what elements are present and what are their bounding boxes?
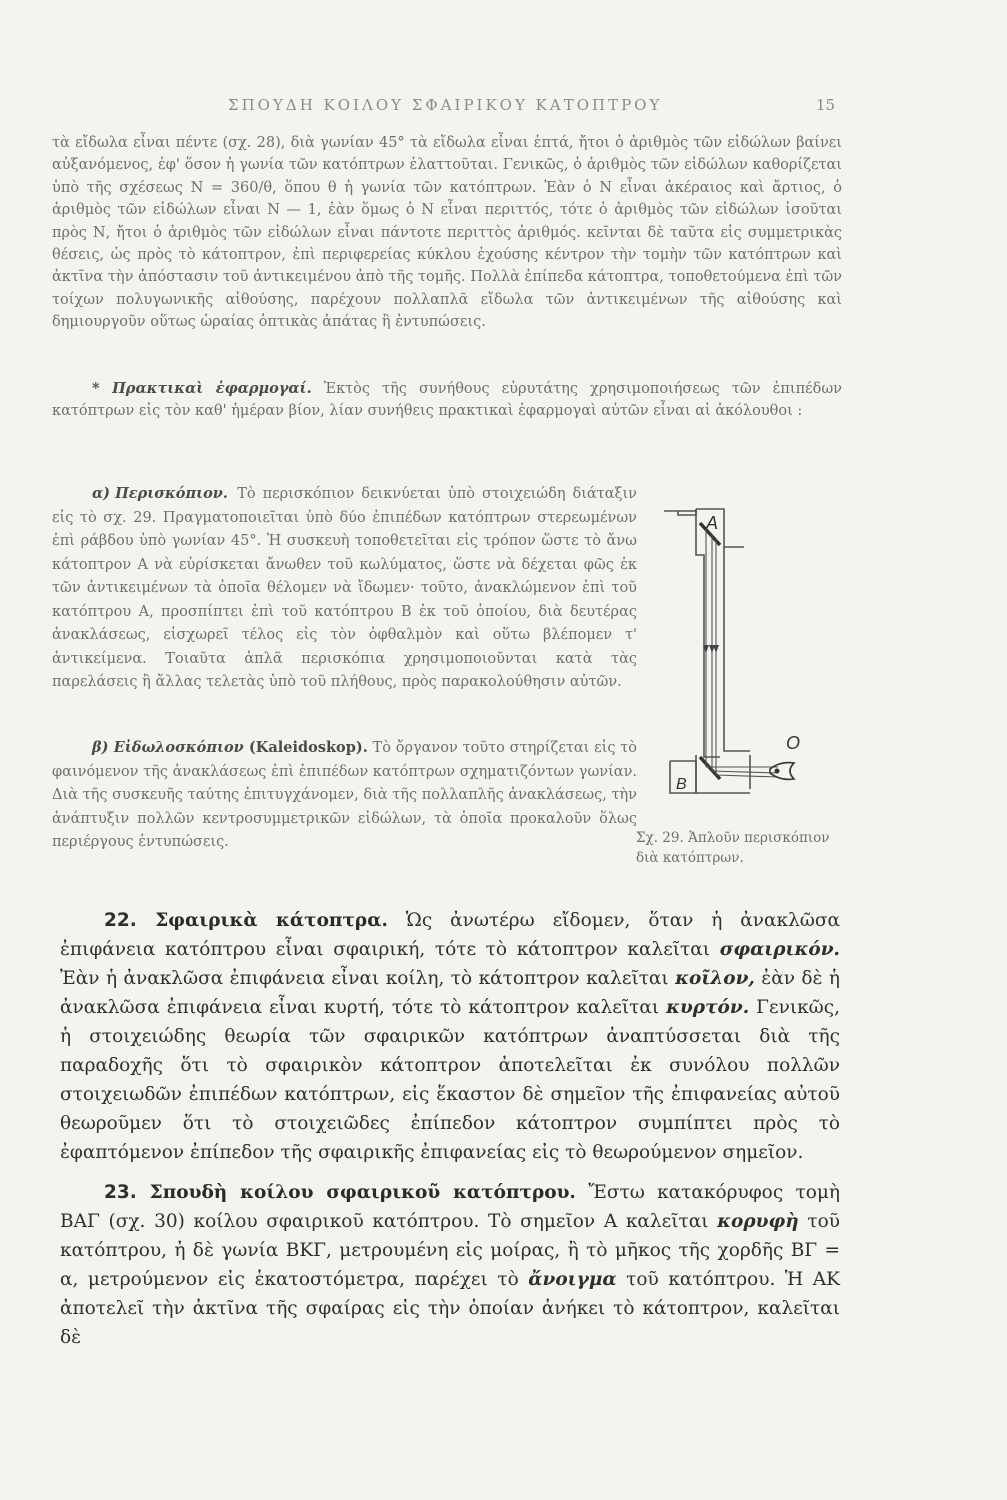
section-22-title: Σφαιρικὰ κάτοπτρα. [136,910,388,931]
section-22 [60,906,840,1167]
tube-eyepiece-top [724,705,750,751]
kaleidoscope-text: Τὸ ὄργανον τοῦτο στηρίζεται εἰς τὸ φαινόμενον τῆς ἀνακλάσεως ἐπὶ ἐπιπέδων κατόπτρων σχηματιζόντων γωνίαν. Διὰ τῆς συσκευῆς ταύτης ἐπιτυγχάνομεν, διὰ τῆς πολλαπλῆς ἀνακλάσεως, τὴν ἀνάπτυξιν πολλῶν κεντροσυμμετρικῶν εἰδώλων, τὰ ὁποῖα προκαλοῦν ὅλως περιέργους ἐντυπώσεις. [52,740,637,850]
intro-paragraph [52,132,842,334]
periscope-paragraph [52,482,637,695]
section-22-number: 22. [104,910,137,931]
page-number: 15 [816,96,836,114]
section-22-text-2: Ἐὰν ἡ ἀνακλῶσα ἐπιφάνεια εἶναι κοίλη, τὸ κάτοπτρον καλεῖται [60,968,676,989]
tube-upper-lip [678,509,696,515]
section-22-term-3: κυρτόν. [666,997,750,1018]
ray-out-2 [712,771,778,773]
periscope-diagram [660,505,840,805]
section-23-term-1: κορυφὴ [717,1211,799,1232]
intro-text: τὰ εἴδωλα εἶναι πέντε (σχ. 28), διὰ γωνίαν 45° τὰ εἴδωλα εἶναι ἑπτά, ἤτοι ὁ ἀριθμὸς τῶν εἰδώλων βαίνει αὐξανόμενος, ἐφ' ὅσον ἡ γωνία τῶν κατόπτρων ἐλαττοῦται. Γενικῶς, ὁ ἀριθμὸς τῶν εἰδώλων καθορίζεται ὑπὸ τῆς σχέσεως Ν = 360/θ, ὅπου θ ἡ γωνία τῶν κατόπτρων. Ἐὰν ὁ Ν εἶναι ἀκέραιος καὶ ἄρτιος, ὁ ἀριθμὸς τῶν εἰδώλων εἶναι Ν — 1, ἐὰν ὅμως ὁ Ν εἶναι περιττός, τότε ὁ ἀριθμὸς τῶν εἰδώλων ἰσοῦται πρὸς Ν, ἤτοι ὁ ἀριθμὸς τῶν εἰδώλων εἶναι πάντοτε περιττὸς ἀριθμός. κεῖνται δὲ ταῦτα εἰς συμμετρικὰς θέσεις, ὡς πρὸς τὸ κάτοπτρον, ἐπὶ περιφερείας κύκλου ἐχούσης κέντρον τὴν τομὴν τῶν κατόπτρων καὶ ἀκτῖνα τὴν ἀπόστασιν τοῦ ἀντικειμένου ἀπὸ τῆς τομῆς. Πολλὰ ἐπίπεδα κάτοπτρα, τοποθετούμενα ἐπὶ τῶν τοίχων πολυγωνικῆς αἰθούσης, παρέχουν πολλαπλᾶ εἴδωλα τῶν ἀντικειμένων τῆς αἰθούσης καὶ δημιουργοῦν οὕτως ὡραίας ὀπτικὰς ἀπάτας ἢ ἐντυπώσεις. [52,135,842,331]
label-b: B [676,776,687,793]
section-23-text-2: τοῦ κατόπτρου, ἡ δὲ γωνία ΒΚΓ, μετρουμένη εἰς μοίρας, ἢ τὸ μῆκος τῆς χορδῆς ΒΓ = α, μετρούμενον εἰς ἑκατοστόμετρα, παρέχει τὸ [60,1211,841,1290]
practical-text: Ἐκτὸς τῆς συνήθους εὐρυτάτης χρησιμοποιήσεως τῶν ἐπιπέδων κατόπτρων εἰς τὸν καθ' ἡμέραν βίον, λίαν συνήθεις πρακτικαὶ ἐφαρμογαὶ αὐτῶν εἶναι αἱ ἀκόλουθοι : [52,381,842,420]
section-23-text-1: Ἔστω κατακόρυφος τομὴ ΒΑΓ (σχ. 30) κοίλου σφαιρικοῦ κατόπτρου. Τὸ σημεῖον Α καλεῖται [60,1182,840,1232]
section-22-term-2: κοῖλον, [675,968,755,989]
mirror-b [700,757,720,779]
practical-applications-paragraph [52,378,842,423]
periscope-heading: α) Περισκόπιον. [92,485,228,502]
kaleidoscope-heading-extra: (Kaleidoskop). [243,739,368,756]
periscope-figure [660,505,840,805]
section-23-term-2: ἄνοιγμα [528,1269,617,1290]
section-23-title: Σπουδὴ κοίλου σφαιρικοῦ κατόπτρου. [136,1182,576,1203]
kaleidoscope-heading: β) Εἰδωλοσκόπιον [92,739,244,756]
periscope-text: Τὸ περισκόπιον δεικνύεται ὑπὸ στοιχειώδη διάταξιν εἰς τὸ σχ. 29. Πραγματοποιεῖται ὑπὸ δύο ἐπιπέδων κατόπτρων στερεωμένων ἐπὶ ράβδου ὑπὸ γωνίαν 45°. Ἡ συσκευὴ τοποθετεῖται εἰς τρόπον ὥστε τὸ ἄνω κάτοπτρον Α νὰ εὑρίσκεται ἄνωθεν τοῦ κωλύματος, ὥστε νὰ δέχεται φῶς ἐκ τῶν ἀντικειμένων τὰ ὁποῖα θέλομεν νὰ ἴδωμεν· τοῦτο, ἀνακλώμενον ἐπὶ τοῦ κατόπτρου Α, προσπίπτει ἐπὶ τοῦ κατόπτρου Β ἐκ τοῦ ὁποίου, διὰ δευτέρας ἀνακλάσεως, εἰσχωρεῖ τέλος εἰς τὸν ὀφθαλμὸν καὶ οὕτω βλέπομεν τ' ἀντικείμενα. Τοιαῦτα ἁπλᾶ περισκόπια χρησιμοποιοῦνται κατὰ τὰς παρελάσεις ἢ ἄλλας τελετὰς ὑπὸ τοῦ πλήθους, πρὸς παρακολούθησιν αὐτῶν. [52,486,637,690]
kaleidoscope-paragraph [52,736,637,855]
section-22-text-3: ἐὰν δὲ ἡ ἀνακλῶσα ἐπιφάνεια εἶναι κυρτή, τότε τὸ κάτοπτρον καλεῖται [60,968,840,1018]
label-a: A [706,513,719,533]
arrow-down-3 [713,645,719,653]
label-o: O [786,733,801,753]
section-23-text-3: τοῦ κατόπτρου. Ἡ ΑΚ ἀποτελεῖ τὴν ἀκτῖνα τῆς σφαίρας εἰς τὴν ὁποίαν ἀνήκει τὸ κάτοπτρον, καλεῖται δὲ [60,1269,840,1348]
section-23 [60,1178,840,1352]
section-22-term-1: σφαιρικόν. [719,939,840,960]
section-23-number: 23. [104,1182,137,1203]
section-22-text-4: Γενικῶς, ἡ στοιχειώδης θεωρία τῶν σφαιρικῶν κατόπτρων ἀναπτύσσεται διὰ τῆς παραδοχῆς ὅτι τὸ σφαιρικὸν κάτοπτρον ἀποτελεῖται ἐκ συνόλου πολλῶν στοιχειωδῶν ἐπιπέδων κατόπτρων, εἰς ἕκαστον δὲ σημεῖον τῆς ἐπιφανείας αὐτοῦ θεωροῦμεν ὅτι τὸ στοιχειῶδες ἐπίπεδον κάτοπτρον συμπίπτει πρὸς τὸ ἐφαπτόμενον ἐπίπεδον τῆς σφαιρικῆς ἐπιφανείας εἰς τὸ θεωρούμενον σημεῖον. [60,997,840,1163]
ray-out-3 [716,775,778,777]
eye-pupil [775,769,780,774]
running-head: ΣΠΟΥΔΗ ΚΟΙΛΟΥ ΣΦΑΙΡΙΚΟΥ ΚΑΤΟΠΤΡΟΥ [228,96,663,114]
section-22-text-1: Ὡς ἀνωτέρω εἴδομεν, ὅταν ἡ ἀνακλῶσα ἐπιφάνεια κατόπτρου εἶναι σφαιρική, τότε τὸ κάτοπτρον καλεῖται [60,910,840,960]
practical-heading: * Πρακτικαὶ ἐφαρμογαί. [92,380,312,397]
tube-top-left-cap [664,509,696,511]
figure-caption: Σχ. 29. Ἁπλοῦν περισκόπιον διὰ κατόπτρων. [636,830,830,866]
